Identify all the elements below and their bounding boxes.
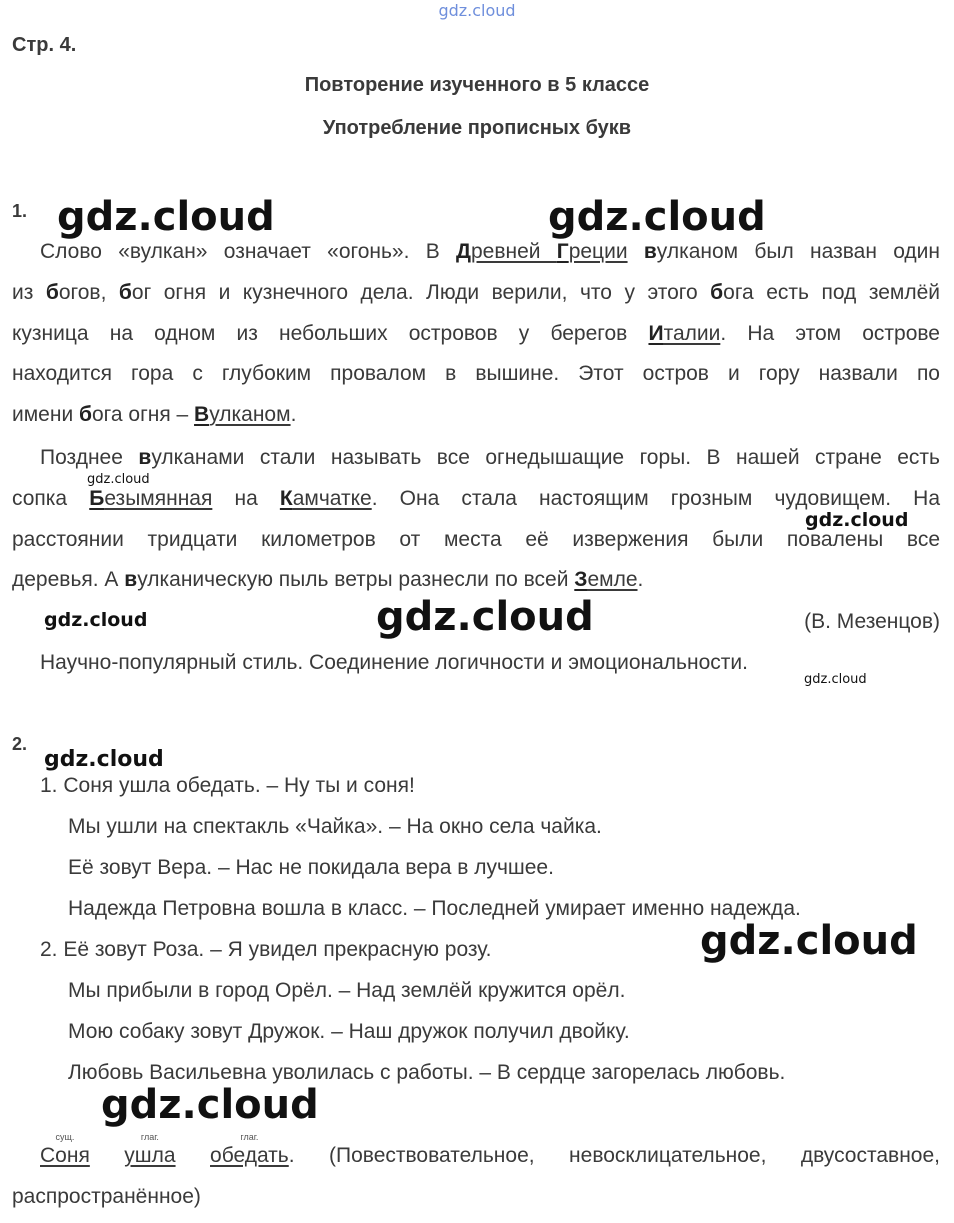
highlighted-letter: Г <box>556 240 569 263</box>
example-line: Надежда Петровна вошла в класс. – Последней умирает именно надежда. <box>68 897 801 920</box>
example-line: 1. Соня ушла обедать. – Ну ты и соня! <box>40 774 415 797</box>
watermark-top: gdz.cloud <box>438 1 516 20</box>
underlined-text: ревней <box>470 240 557 263</box>
watermark-6: gdz.cloud <box>376 594 594 640</box>
author: (В. Мезенцов) <box>804 610 940 633</box>
highlighted-letter: б <box>118 280 132 304</box>
parsed-word <box>124 1132 176 1170</box>
highlighted-letter: в <box>138 446 152 469</box>
watermark-1: gdz.cloud <box>57 194 275 240</box>
highlighted-letter: Б <box>89 486 105 510</box>
underlined-word: ушла <box>124 1144 176 1167</box>
underlined-text: улканом <box>209 403 291 427</box>
highlighted-letter: В <box>194 403 210 427</box>
paragraph-line: находится гора с глубоким провалом в вышине. Этот остров и гору назвали по <box>12 362 940 386</box>
underlined-text: езымянная <box>104 486 213 510</box>
underlined-text: талии <box>663 321 721 345</box>
parsed-word <box>210 1132 289 1170</box>
example-line: Её зовут Вера. – Нас не покидала вера в лучшее. <box>68 856 554 879</box>
paragraph-line: расстоянии тридцати километров от места её извержения были повалены все <box>12 527 940 551</box>
watermark-7: gdz.cloud <box>804 672 867 687</box>
paragraph-line: имени бога огня – Вулканом. <box>12 403 297 427</box>
part-of-speech-mark: сущ. <box>55 1132 75 1142</box>
example-line: Любовь Васильевна уволилась с работы. – В сердце загорелась любовь. <box>68 1061 786 1084</box>
underlined-text: амчатке <box>292 486 372 510</box>
highlighted-letter: б <box>710 280 724 304</box>
heading-capitals: Употребление прописных букв <box>322 117 632 139</box>
highlighted-letter: б <box>45 280 59 304</box>
highlighted-letter: И <box>648 321 664 345</box>
parse-tail-2: распространённое) <box>12 1185 201 1208</box>
highlighted-letter: Д <box>456 240 471 263</box>
part-of-speech-mark: глаг. <box>140 1132 159 1142</box>
watermark-3: gdz.cloud <box>87 472 150 487</box>
paragraph-line: Позднее вулканами стали называть все огнедышащие горы. В нашей стране есть <box>40 446 940 469</box>
highlighted-letter: б <box>79 403 92 427</box>
watermark-10: gdz.cloud <box>101 1082 319 1128</box>
part-of-speech-mark: глаг. <box>240 1132 259 1142</box>
watermark-8: gdz.cloud <box>44 747 164 772</box>
example-line: Мы ушли на спектакль «Чайка». – На окно села чайка. <box>68 815 602 838</box>
example-line: 2. Её зовут Роза. – Я увидел прекрасную розу. <box>40 938 492 961</box>
watermark-2: gdz.cloud <box>548 194 766 240</box>
underlined-text: емле <box>587 568 638 592</box>
heading-review: Повторение изученного в 5 классе <box>304 74 650 96</box>
parse-line: сущ. Соня глаг. ушла глаг. обедать. (Повествовательное, невосклицательное, двусоставное, <box>40 1142 940 1170</box>
task2-number: 2. <box>12 734 28 754</box>
example-line: Мы прибыли в город Орёл. – Над землёй кружится орёл. <box>68 979 626 1002</box>
watermark-4: gdz.cloud <box>805 509 909 531</box>
highlighted-letter: З <box>574 568 588 592</box>
paragraph-line: сопка Безымянная на Камчатке. Она стала настоящим грозным чудовищем. На <box>12 486 940 510</box>
parse-tail-1: (Повествовательное, невосклицательное, двусоставное, <box>329 1144 940 1167</box>
underlined-text: реции <box>568 240 628 263</box>
underlined-word: обедать <box>210 1144 289 1167</box>
highlighted-letter: в <box>124 568 138 592</box>
paragraph-line: Слово «вулкан» означает «огонь». В Древней Греции вулканом был назван один <box>40 240 940 263</box>
task1-number: 1. <box>12 201 28 221</box>
underlined-word: Соня <box>40 1144 90 1167</box>
paragraph-line: из богов, бог огня и кузнечного дела. Люди верили, что у этого бога есть под землёй <box>12 280 940 304</box>
watermark-9: gdz.cloud <box>700 918 918 964</box>
highlighted-letter: в <box>643 240 657 263</box>
paragraph-line: кузница на одном из небольших островов у берегов Италии. На этом острове <box>12 321 940 345</box>
example-line: Мою собаку зовут Дружок. – Наш дружок получил двойку. <box>68 1020 630 1043</box>
paragraph-line: деревья. А вулканическую пыль ветры разнесли по всей Земле. <box>12 568 644 592</box>
highlighted-letter: К <box>279 486 293 510</box>
parsed-word <box>40 1132 90 1170</box>
style-note: Научно-популярный стиль. Соединение логичности и эмоциональности. <box>40 651 748 674</box>
page-label: Стр. 4. <box>12 34 77 56</box>
watermark-5: gdz.cloud <box>44 609 148 631</box>
